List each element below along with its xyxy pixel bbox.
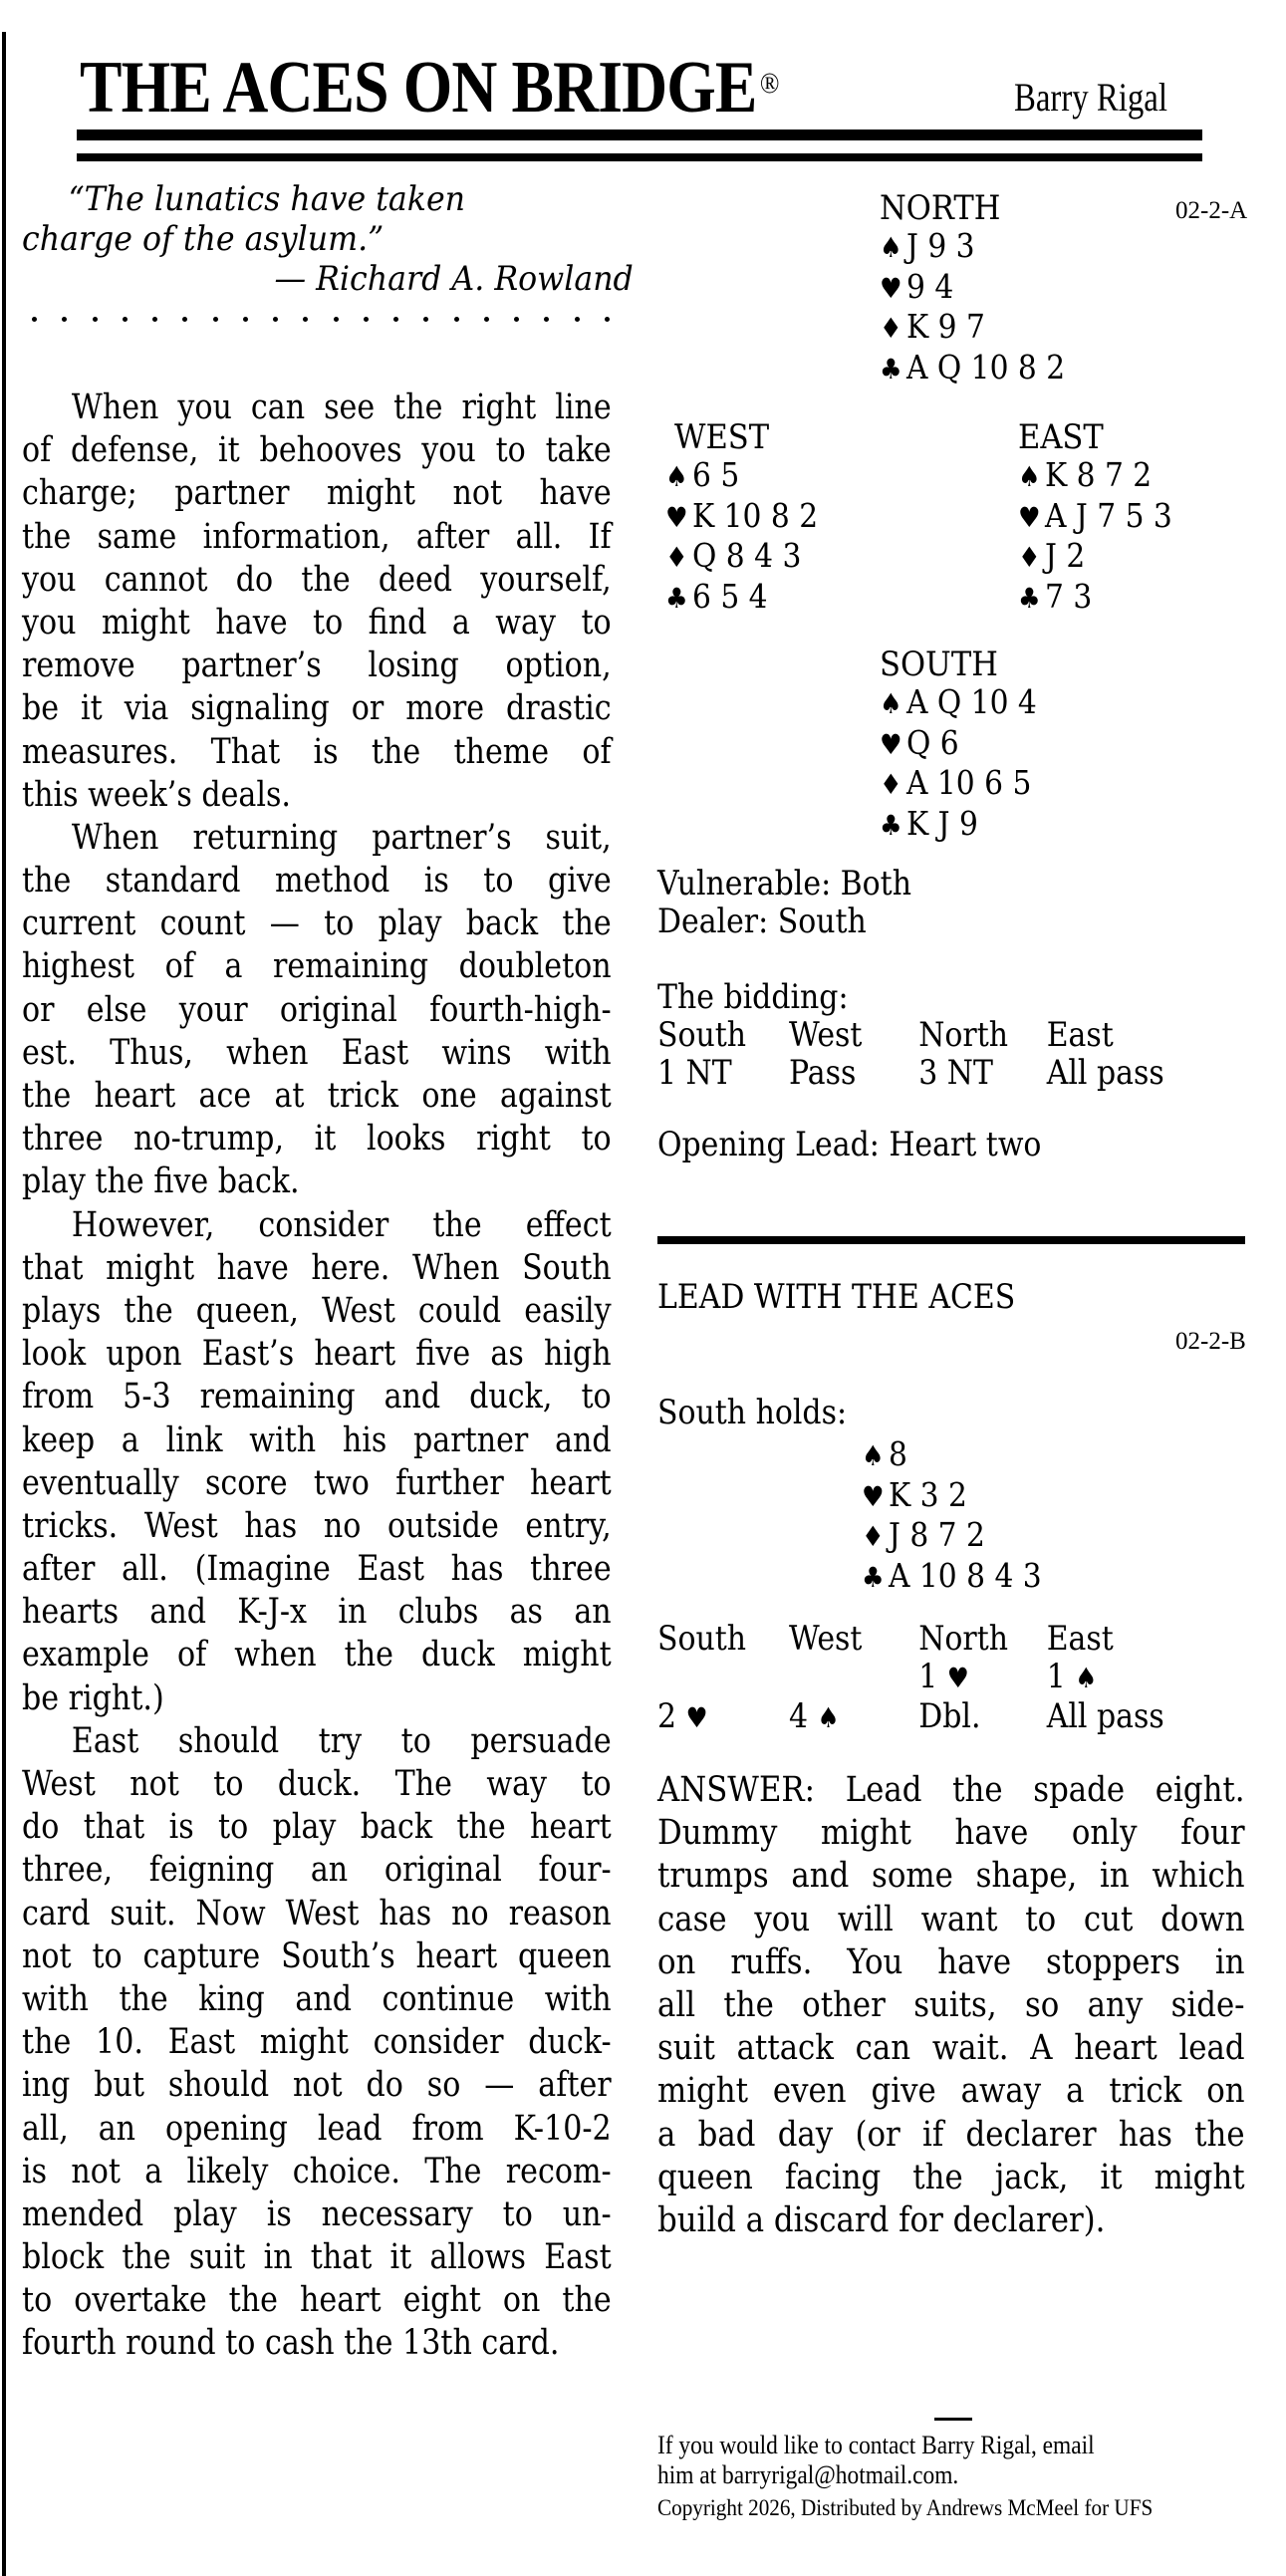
text-line: hearts and K-J-x in clubs as an <box>22 1592 612 1633</box>
deal-b-id: 02-2-B <box>1175 1328 1246 1355</box>
bid-level: 4 <box>789 1696 809 1736</box>
deal-a-conditions <box>657 865 946 940</box>
west-hand <box>665 418 835 618</box>
separator-dot <box>182 317 187 322</box>
spade-icon: ♠ <box>862 1439 885 1472</box>
west-diamonds <box>665 537 818 578</box>
text-line: measures. That is the theme of <box>22 731 612 772</box>
text-line: build a discard for declarer). <box>657 2199 1106 2240</box>
bidding-table <box>657 1016 1187 1092</box>
east-hearts-cards: A J 7 5 3 <box>1045 495 1172 535</box>
text-line: with the king and continue with <box>22 1978 612 2019</box>
section-divider-rule <box>657 1236 1245 1244</box>
separator-dot <box>423 317 428 322</box>
heart-icon: ♥ <box>665 500 688 534</box>
diamond-icon: ♦ <box>880 768 902 801</box>
heart-icon: ♥ <box>862 1479 885 1513</box>
text-line: ing but should not do so — after <box>22 2065 612 2106</box>
west-hearts-cards: K 10 8 2 <box>692 495 819 535</box>
west-clubs <box>665 578 818 619</box>
quiz-bid-r2-west <box>789 1697 918 1737</box>
bid-level: 1 <box>1046 1657 1066 1696</box>
diamond-icon: ♦ <box>1018 541 1041 574</box>
spade-icon: ♠ <box>1018 460 1041 493</box>
quiz-bid-r1-east <box>1047 1658 1187 1697</box>
masthead-rule-thin <box>77 153 1202 161</box>
text-line: example of when the duck might <box>22 1635 612 1675</box>
text-line: be right.) <box>22 1677 164 1718</box>
text-line: is not a likely choice. The recom- <box>22 2151 612 2191</box>
text-line: the standard method is to give <box>22 861 612 902</box>
north-hand <box>880 189 1086 388</box>
west-clubs-cards: 6 5 4 <box>692 576 768 616</box>
bid-header-south: South <box>657 1015 747 1055</box>
opening-lead: Opening Lead: Heart two <box>657 1125 1042 1164</box>
quiz-clubs-cards: A 10 8 4 3 <box>889 1555 1042 1595</box>
quiz-diamonds <box>862 1516 1042 1557</box>
separator-dot <box>514 317 519 322</box>
west-label: WEST <box>674 417 770 457</box>
quote-line-1: “The lunatics have taken <box>68 179 466 219</box>
contact-line-2: him at barryrigal@hotmail.com. <box>657 2460 959 2489</box>
vulnerability: Vulnerable: Both <box>657 864 911 903</box>
east-spades <box>1018 456 1172 497</box>
bid-header-east: East <box>1046 1015 1114 1055</box>
text-line: all, an opening lead from K-10-2 <box>22 2108 612 2149</box>
bid-level: 2 <box>657 1696 677 1736</box>
text-line: do that is to play back the heart <box>22 1807 612 1848</box>
text-line: tricks. West has no outside entry, <box>22 1505 612 1546</box>
text-line: on ruffs. You have stoppers in <box>657 1941 1245 1982</box>
separator-dot <box>303 317 308 322</box>
west-spades <box>665 456 818 497</box>
separator-dot <box>484 317 489 322</box>
separator-dot <box>364 317 369 322</box>
north-spades-cards: J 9 3 <box>906 226 975 265</box>
east-label: EAST <box>1018 417 1104 457</box>
south-spades-cards: A Q 10 4 <box>906 682 1037 721</box>
text-line: plays the queen, West could easily <box>22 1290 612 1331</box>
text-line: to overtake the heart eight on the <box>22 2280 612 2321</box>
text-line: the heart ace at trick one against <box>22 1076 612 1116</box>
text-line: ANSWER: Lead the spade eight. <box>657 1770 1245 1810</box>
text-line: be it via signaling or more drastic <box>22 688 612 729</box>
heart-icon: ♥ <box>946 1662 969 1694</box>
east-diamonds-cards: J 2 <box>1045 536 1086 575</box>
west-hearts <box>665 497 818 538</box>
south-holds-hand <box>862 1435 1062 1597</box>
text-line: after all. (Imagine East has three <box>22 1549 612 1590</box>
text-line: case you will want to cut down <box>657 1899 1245 1939</box>
south-hearts-cards: Q 6 <box>906 722 959 762</box>
quiz-bidding-table <box>657 1620 1187 1737</box>
deal-b-bidding <box>657 1620 1259 1737</box>
author-byline: Barry Rigal <box>1014 75 1167 120</box>
text-line: remove partner’s losing option, <box>22 645 612 686</box>
text-line: West not to duck. The way to <box>22 1764 612 1804</box>
masthead-title-text: THE ACES ON BRIDGE <box>80 47 757 129</box>
bid-north: 3 NT <box>918 1053 993 1093</box>
text-line: When you can see the right line <box>71 387 612 427</box>
quiz-bid-r2-east: All pass <box>1046 1696 1164 1736</box>
bid-level: 1 <box>918 1657 938 1696</box>
north-diamonds <box>880 308 1065 349</box>
club-icon: ♣ <box>862 1560 885 1594</box>
quiz-bid-header-west: West <box>789 1619 863 1659</box>
text-line: trumps and some shape, in which <box>657 1856 1245 1897</box>
copyright-notice: Copyright 2026, Distributed by Andrews McMeel for UFS <box>657 2495 1154 2520</box>
separator-dot <box>152 317 157 322</box>
quiz-hearts-cards: K 3 2 <box>889 1474 967 1514</box>
text-line: block the suit in that it allows East <box>22 2237 612 2278</box>
quiz-hearts <box>862 1476 1042 1517</box>
separator-dot <box>62 317 67 322</box>
north-diamonds-cards: K 9 7 <box>906 307 985 346</box>
masthead-rule-thick <box>77 129 1202 140</box>
south-diamonds-cards: A 10 6 5 <box>906 763 1032 802</box>
south-diamonds <box>880 764 1037 805</box>
text-line: look upon East’s heart five as high <box>22 1334 612 1375</box>
text-line: mended play is necessary to un- <box>22 2193 612 2234</box>
answer-text <box>657 1769 1245 2242</box>
text-line: you cannot do the deed yourself, <box>22 559 612 600</box>
text-line: play the five back. <box>22 1161 300 1202</box>
text-line: a bad day (or if declarer has the <box>657 2114 1245 2155</box>
dotted-separator <box>32 317 610 322</box>
bid-east: All pass <box>1046 1053 1164 1093</box>
separator-dot <box>213 317 218 322</box>
separator-dot <box>123 317 128 322</box>
quiz-bid-r1-south <box>657 1658 789 1697</box>
separator-dot <box>454 317 459 322</box>
deal-a-id: 02-2-A <box>1175 197 1248 224</box>
separator-dot <box>243 317 248 322</box>
text-line: When returning partner’s suit, <box>71 817 612 858</box>
masthead-title <box>80 48 779 128</box>
heart-icon: ♥ <box>1018 500 1041 534</box>
separator-dot <box>605 317 610 322</box>
deal-a-bidding <box>657 978 1259 1092</box>
south-clubs-cards: K J 9 <box>906 803 978 843</box>
separator-dot <box>575 317 580 322</box>
text-line: suit attack can wait. A heart lead <box>657 2028 1245 2069</box>
spade-icon: ♠ <box>817 1701 840 1734</box>
spade-icon: ♠ <box>880 687 902 720</box>
bid-south: 1 NT <box>657 1053 732 1093</box>
separator-dot <box>393 317 398 322</box>
diamond-icon: ♦ <box>880 312 902 345</box>
text-line: you might have to find a way to <box>22 602 612 643</box>
text-line: three, feigning an original four- <box>22 1850 612 1891</box>
article-body <box>22 386 612 2366</box>
heart-icon: ♥ <box>880 727 902 761</box>
club-icon: ♣ <box>880 808 902 842</box>
north-hearts-cards: 9 4 <box>906 266 954 306</box>
separator-dot <box>32 317 37 322</box>
quiz-spades-cards: 8 <box>889 1434 907 1473</box>
dealer: Dealer: South <box>657 902 867 941</box>
bid-header-west: West <box>789 1015 863 1055</box>
text-line: est. Thus, when East wins with <box>22 1032 612 1073</box>
contact-info <box>657 2431 1095 2490</box>
south-hand <box>880 645 1054 845</box>
separator-dot <box>544 317 549 322</box>
text-line: the same information, after all. If <box>22 516 612 557</box>
east-clubs <box>1018 578 1172 619</box>
text-line: highest of a remaining doubleton <box>22 946 612 987</box>
text-line: might even give away a trick on <box>657 2071 1245 2112</box>
quote-line-2: charge of the asylum.” <box>22 219 385 259</box>
text-line: card suit. Now West has no reason <box>22 1893 612 1933</box>
south-holds-label: South holds: <box>657 1393 848 1432</box>
epigraph-quote <box>22 179 634 299</box>
club-icon: ♣ <box>1018 581 1041 615</box>
north-hearts <box>880 268 1065 309</box>
text-line: from 5-3 remaining and duck, to <box>22 1377 612 1417</box>
quiz-bid-header-north: North <box>918 1619 1009 1659</box>
heart-icon: ♥ <box>880 271 902 305</box>
quiz-bid-r2-south <box>657 1697 789 1737</box>
quiz-spades <box>862 1435 1042 1476</box>
diamond-icon: ♦ <box>862 1520 885 1553</box>
quiz-bid-r2-north: Dbl. <box>918 1696 981 1736</box>
text-line: all the other suits, so any side- <box>657 1984 1245 2025</box>
east-diamonds <box>1018 537 1172 578</box>
text-line: this week’s deals. <box>22 774 292 815</box>
registered-trademark-icon: ® <box>759 67 779 100</box>
spade-icon: ♠ <box>1075 1662 1098 1694</box>
text-line: keep a link with his partner and <box>22 1419 612 1460</box>
spade-icon: ♠ <box>880 231 902 264</box>
text-line: However, consider the effect <box>71 1204 612 1245</box>
north-spades <box>880 227 1065 268</box>
text-line: Dummy might have only four <box>657 1813 1245 1854</box>
east-clubs-cards: 7 3 <box>1045 576 1093 616</box>
lead-with-the-aces-heading: LEAD WITH THE ACES <box>657 1277 1016 1317</box>
south-spades <box>880 683 1037 724</box>
quiz-diamonds-cards: J 8 7 2 <box>889 1515 985 1554</box>
south-clubs <box>880 805 1037 846</box>
spade-icon: ♠ <box>665 460 688 493</box>
footer-dash <box>934 2418 972 2421</box>
text-line: three no-trump, it looks right to <box>22 1119 612 1159</box>
diamond-icon: ♦ <box>665 541 688 574</box>
east-spades-cards: K 8 7 2 <box>1045 455 1153 494</box>
west-spades-cards: 6 5 <box>692 455 740 494</box>
west-diamonds-cards: Q 8 4 3 <box>692 536 802 575</box>
text-line: eventually score two further heart <box>22 1462 612 1503</box>
text-line: the 10. East might consider duck- <box>22 2022 612 2063</box>
separator-dot <box>93 317 98 322</box>
quiz-bid-r1-west <box>789 1658 918 1697</box>
south-hearts <box>880 724 1037 765</box>
text-line: or else your original fourth-high- <box>22 989 612 1030</box>
bidding-label: The bidding: <box>657 977 849 1017</box>
club-icon: ♣ <box>880 352 902 386</box>
page-left-border <box>2 32 6 2576</box>
text-line: that might have here. When South <box>22 1247 612 1288</box>
north-clubs <box>880 349 1065 389</box>
text-line: of defense, it behooves you to take <box>22 430 612 471</box>
east-hearts <box>1018 497 1172 538</box>
quiz-clubs <box>862 1557 1042 1598</box>
club-icon: ♣ <box>665 581 688 615</box>
contact-line-1: If you would like to contact Barry Rigal, email <box>657 2431 1095 2459</box>
text-line: not to capture South’s heart queen <box>22 1935 612 1976</box>
south-label: SOUTH <box>880 644 998 684</box>
bid-west: Pass <box>789 1053 857 1093</box>
separator-dot <box>273 317 278 322</box>
quiz-bid-header-south: South <box>657 1619 747 1659</box>
bid-header-north: North <box>918 1015 1009 1055</box>
north-label: NORTH <box>880 188 1001 228</box>
text-line: current count — to play back the <box>22 903 612 944</box>
text-line: queen facing the jack, it might <box>657 2157 1245 2197</box>
north-clubs-cards: A Q 10 8 2 <box>906 347 1066 386</box>
text-line: fourth round to cash the 13th card. <box>22 2323 560 2364</box>
separator-dot <box>334 317 339 322</box>
text-line: charge; partner might not have <box>22 473 612 514</box>
heart-icon: ♥ <box>685 1701 708 1734</box>
quote-attribution: — Richard A. Rowland <box>274 259 634 299</box>
text-line: East should try to persuade <box>71 1720 612 1761</box>
quiz-bid-header-east: East <box>1046 1619 1114 1659</box>
quiz-bid-r1-north <box>918 1658 1046 1697</box>
east-hand <box>1018 418 1189 618</box>
